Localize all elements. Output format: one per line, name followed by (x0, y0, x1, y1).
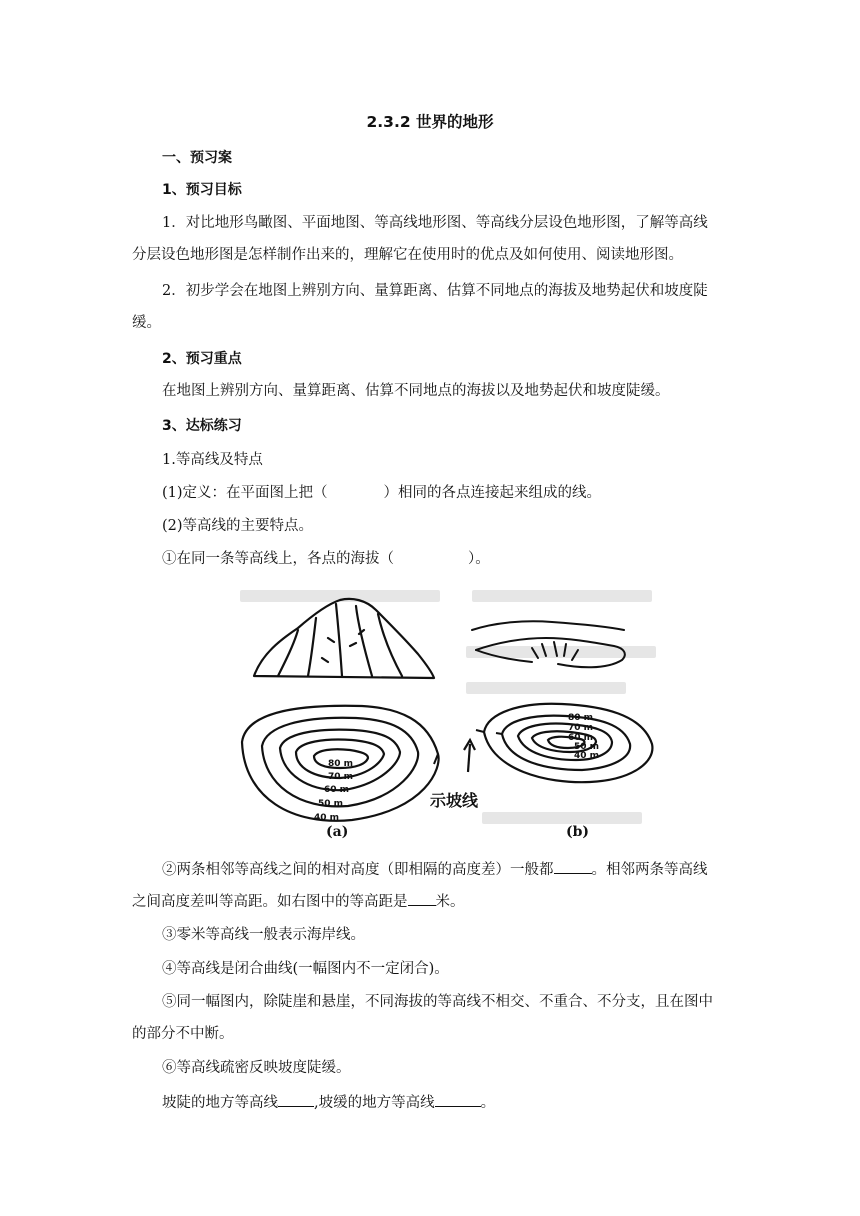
feature-6: ⑥等高线疏密反映坡度陡缓。 (162, 1060, 351, 1076)
caption-a: (a) (326, 824, 349, 840)
label-b-80: 80 m (568, 713, 594, 723)
feature-5-line2: 的部分不中断。 (132, 1026, 234, 1042)
feature-1-text-a: ①在同一条等高线上，各点的海拔（ (162, 551, 394, 567)
feature-1 (162, 549, 490, 569)
section-heading-preview: 一、预习案 (162, 150, 232, 166)
steep-blank[interactable] (278, 1092, 314, 1107)
feature-4: ④等高线是闭合曲线(一幅图内不一定闭合)。 (162, 961, 449, 977)
definition-line (162, 483, 601, 503)
last-question (162, 1092, 495, 1113)
caption-b: (b) (566, 824, 590, 840)
label-a-70: 70 m (328, 772, 354, 782)
feature-2-blank-1[interactable] (554, 859, 592, 874)
heading-goals: 1、预习目标 (162, 182, 242, 198)
mountain-b-sketch (472, 621, 625, 667)
label-b-40: 40 m (574, 751, 600, 761)
mountain-a-sketch (254, 599, 434, 678)
definition-text-b: ）相同的各点连接起来组成的线。 (383, 485, 602, 501)
feature-2-blank-2[interactable] (408, 891, 436, 906)
label-a-40: 40 m (314, 813, 340, 823)
label-b-50: 50 m (574, 742, 600, 752)
label-a-80: 80 m (328, 759, 354, 769)
label-b-60: 60 m (568, 733, 594, 743)
contour-illustration (232, 584, 664, 846)
contour-figure (232, 584, 664, 846)
slope-ticks-b (476, 730, 502, 734)
label-b-70: 70 m (568, 723, 594, 733)
slope-line-label: 示坡线 (430, 791, 479, 810)
label-a-60: 60 m (324, 785, 350, 795)
feature-2-text-a: ②两条相邻等高线之间的相对高度（即相隔的高度差）一般都 (162, 862, 554, 878)
key-points-text: 在地图上辨别方向、量算距离、估算不同地点的海拔以及地势起伏和坡度陡缓。 (162, 383, 670, 399)
goal1-line1: 1．对比地形鸟瞰图、平面地图、等高线地形图、等高线分层设色地形图，了解等高线 (162, 215, 708, 231)
contour-labels-a (314, 759, 353, 823)
feature-2-text-b: 。相邻两条等高线 (591, 862, 708, 878)
feature-2-line1 (162, 859, 708, 880)
feature-2-text-c: 之间高度差叫等高距。如右图中的等高距是 (132, 894, 408, 910)
heading-practice: 3、达标练习 (162, 418, 242, 434)
feature-1-text-b: ）。 (468, 551, 490, 567)
gentle-blank[interactable] (435, 1092, 481, 1107)
label-a-50: 50 m (318, 799, 344, 809)
last-text-c: 。 (480, 1095, 496, 1111)
heading-key-points: 2、预习重点 (162, 351, 242, 367)
features-heading: (2)等高线的主要特点。 (162, 518, 314, 534)
goal1-line2: 分层设色地形图是怎样制作出来的，理解它在使用时的优点及如何使用、阅读地形图。 (132, 247, 683, 263)
feature-2-line2 (132, 891, 465, 912)
definition-text-a: (1)定义：在平面图上把（ (162, 485, 328, 501)
feature-5-line1: ⑤同一幅图内，除陡崖和悬崖，不同海拔的等高线不相交、不重合、不分支，且在图中 (162, 994, 713, 1010)
feature-2-text-d: 米。 (435, 894, 465, 910)
last-text-b: ,坡缓的地方等高线 (314, 1095, 435, 1111)
goal2-line1: 2．初步学会在地图上辨别方向、量算距离、估算不同地点的海拔及地势起伏和坡度陡 (162, 283, 708, 299)
feature-3: ③零米等高线一般表示海岸线。 (162, 927, 365, 943)
slope-arrow-line (468, 744, 470, 772)
goal2-line2: 缓。 (132, 315, 161, 331)
last-text-a: 坡陡的地方等高线 (162, 1095, 278, 1111)
page-title: 2.3.2 世界的地形 (366, 113, 494, 131)
practice-item-1: 1.等高线及特点 (162, 452, 263, 468)
